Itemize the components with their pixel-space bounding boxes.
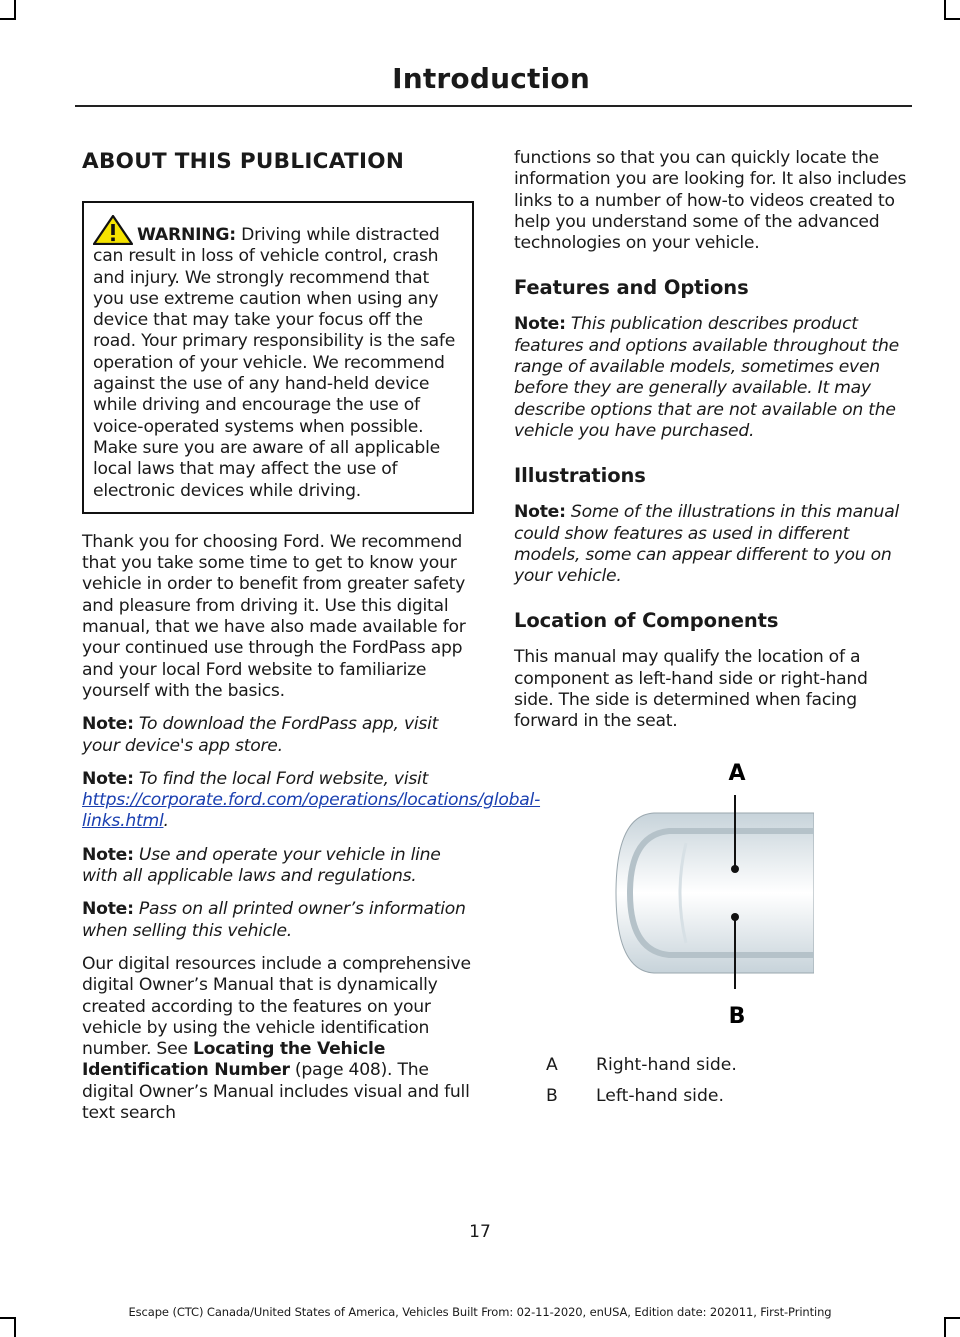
- figure-label-a: A: [728, 760, 746, 786]
- vehicle-top-view-icon: [614, 753, 814, 1033]
- features-heading: Features and Options: [514, 276, 749, 300]
- note-fordpass: [82, 714, 474, 757]
- right-column: [514, 148, 907, 1117]
- vin-cross-reference[interactable]: Locating the Vehicle Identification Number: [82, 1039, 386, 1081]
- figure-label-b: B: [728, 1003, 746, 1029]
- footer-text: Escape (CTC) Canada/United States of America, Vehicles Built From: 02-11-2020, enUSA, Edition date: 202011, First-Printing: [128, 1305, 832, 1319]
- location-paragraph: This manual may qualify the location of a component as left-hand side or right-hand side. The side is determined when facing forward in the seat.: [514, 647, 868, 732]
- note-label: Note:: [82, 844, 134, 865]
- legend-row: [514, 1055, 907, 1076]
- note-website: [82, 768, 541, 833]
- features-note: [514, 314, 907, 442]
- continued-paragraph: functions so that you can quickly locate the information you are looking for. It also includes links to a number of how-to videos created to help you understand some of the advanced technologies on your vehicle.: [514, 148, 907, 254]
- warning-text: [93, 215, 463, 502]
- section-heading: ABOUT THIS PUBLICATION: [82, 149, 405, 174]
- figure-legend: [514, 1055, 907, 1107]
- ford-website-link[interactable]: https://corporate.ford.com/operations/locations/global-links.html: [82, 790, 541, 832]
- note-text: Some of the illustrations in this manual could show features as used in different models, some can appear different to you on your vehicle.: [514, 502, 900, 587]
- vehicle-sides-illustration: [614, 753, 814, 1033]
- legend-text: Left-hand side.: [596, 1085, 724, 1106]
- warning-box: [82, 201, 474, 514]
- crop-mark: [14, 1317, 16, 1337]
- legend-key: A: [546, 1054, 558, 1075]
- page-title: Introduction: [392, 62, 590, 95]
- location-heading: Location of Components: [514, 609, 779, 633]
- crop-mark: [944, 1317, 946, 1337]
- digital-resources-paragraph: [82, 954, 474, 1124]
- illustrations-heading: Illustrations: [514, 464, 646, 488]
- note-label: Note:: [514, 314, 566, 335]
- warning-body: Driving while distracted can result in loss of vehicle control, crash and injury. We strongly recommend that you use extreme caution when using any device that may take your focus off the road. Your primary responsibility is the safe operation of your vehicle. We recommend against the use of any hand-held device while driving and encourage the use of voice-operated systems when possible. Make sure you are aware of all applicable local laws that may affect the use of electronic devices while driving.: [93, 225, 456, 501]
- digital-text: Our digital resources include a comprehensive digital Owner’s Manual that is dynamically created according to the features on your vehicle by using the vehicle identification number. See: [82, 953, 471, 1060]
- note-text: To find the local Ford website, visit: [133, 768, 429, 789]
- digital-text: (page 408). The digital Owner’s Manual includes visual and full text search: [82, 1060, 470, 1123]
- note-text: To download the FordPass app, visit your device's app store.: [82, 714, 439, 756]
- crop-mark: [14, 0, 16, 20]
- page-number: 17: [469, 1222, 491, 1242]
- crop-mark: [0, 18, 16, 20]
- legend-row: [514, 1086, 907, 1107]
- warning-label: WARNING:: [137, 225, 236, 245]
- note-label: Note:: [82, 714, 134, 735]
- note-text: Pass on all printed owner’s information when selling this vehicle.: [82, 899, 466, 941]
- illustrations-note: [514, 502, 907, 587]
- legend-key: B: [546, 1085, 558, 1106]
- left-column: [82, 148, 541, 1136]
- header-divider: [75, 105, 912, 107]
- note-label: Note:: [82, 899, 134, 920]
- note-text: This publication describes product features and options available throughout the range of available models, sometimes even before they are generally available. It may describe options that are not available on the vehicle you have purchased.: [514, 314, 899, 441]
- note-laws: [82, 845, 474, 888]
- intro-paragraph: Thank you for choosing Ford. We recommend that you take some time to get to know your vehicle in order to benefit from greater safety and pleasure from driving it. Use this digital manual, that we have also made available for your continued use through the FordPass app and your local Ford website to familiarize yourself with the basics.: [82, 531, 466, 701]
- note-pass-on: [82, 899, 474, 942]
- legend-text: Right-hand side.: [596, 1054, 737, 1075]
- note-label: Note:: [82, 768, 134, 789]
- note-label: Note:: [514, 502, 566, 523]
- warning-triangle-icon: [93, 215, 133, 245]
- note-text: .: [163, 811, 169, 832]
- note-text: Use and operate your vehicle in line with all applicable laws and regulations.: [82, 844, 441, 887]
- crop-mark: [944, 18, 960, 20]
- crop-mark: [944, 0, 946, 20]
